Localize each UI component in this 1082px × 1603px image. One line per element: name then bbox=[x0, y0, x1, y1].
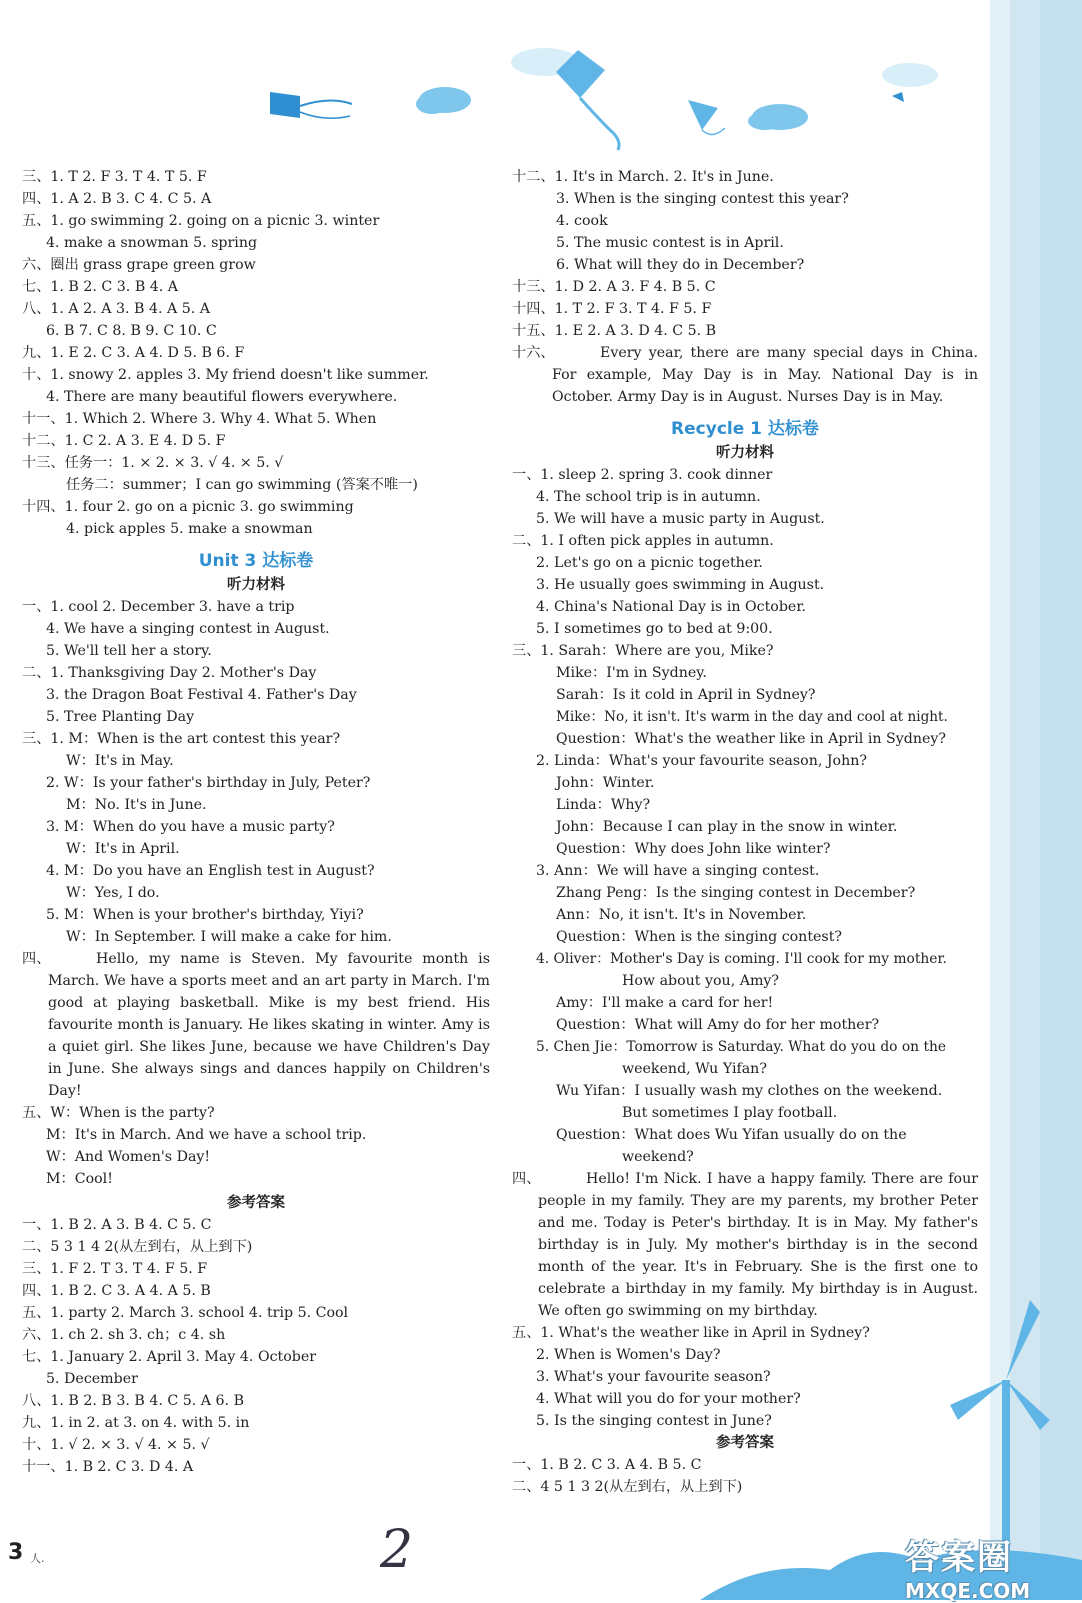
answer-line: 三、1. T 2. F 3. T 4. T 5. F bbox=[22, 169, 207, 185]
answer-line: 3. When is the singing contest this year? bbox=[556, 191, 849, 207]
answer-line: 七、1. January 2. April 3. May 4. October bbox=[22, 1349, 317, 1365]
listening-line: How about you, Amy? bbox=[622, 973, 780, 989]
answer-line: 十四、1. four 2. go on a picnic 3. go swimming bbox=[22, 499, 354, 515]
listening-material-heading: 听力材料 bbox=[716, 445, 774, 461]
right-column bbox=[512, 166, 978, 1498]
passage-paragraph bbox=[22, 948, 490, 1102]
listening-line: Question：What does Wu Yifan usually do on the bbox=[556, 1127, 907, 1143]
answer-line: 4. cook bbox=[556, 213, 608, 229]
answer-line: 4. pick apples 5. make a snowman bbox=[66, 521, 313, 537]
listening-line: 二、1. I often pick apples in autumn. bbox=[512, 533, 774, 549]
page-number: 3 bbox=[8, 1540, 24, 1565]
listening-line: 五、W：When is the party? bbox=[22, 1105, 215, 1121]
answer-line: 六、1. ch 2. sh 3. ch；c 4. sh bbox=[22, 1327, 226, 1343]
listening-line: W：In September. I will make a cake for him. bbox=[66, 929, 392, 945]
listening-line: 三、1. Sarah：Where are you, Mike? bbox=[512, 643, 774, 659]
answer-line: 4. There are many beautiful flowers everywhere. bbox=[46, 389, 398, 405]
listening-line: 5. M：When is your brother's birthday, Yiyi? bbox=[46, 907, 364, 923]
answer-line: 八、1. A 2. A 3. B 4. A 5. A bbox=[22, 301, 211, 317]
answer-line: 4. make a snowman 5. spring bbox=[46, 235, 258, 251]
answer-line: 十、1. snowy 2. apples 3. My friend doesn't like summer. bbox=[22, 367, 429, 383]
answer-line: 八、1. B 2. B 3. B 4. C 5. A 6. B bbox=[22, 1393, 245, 1409]
listening-line: 三、1. M：When is the art contest this year? bbox=[22, 731, 341, 747]
listening-line: W：Yes, I do. bbox=[66, 885, 160, 901]
answer-line: 十、1. √ 2. × 3. √ 4. × 5. √ bbox=[22, 1437, 210, 1453]
listening-line: Mike：I'm in Sydney. bbox=[556, 665, 707, 681]
answer-line: 三、1. F 2. T 3. T 4. F 5. F bbox=[22, 1261, 208, 1277]
answer-line: 十三、任务一：1. × 2. × 3. √ 4. × 5. √ bbox=[22, 455, 284, 471]
listening-line: W：It's in April. bbox=[66, 841, 180, 857]
answer-line: 五、1. party 2. March 3. school 4. trip 5. Cool bbox=[22, 1305, 349, 1321]
listening-line: Amy：I'll make a card for her! bbox=[556, 995, 774, 1011]
kite-icon bbox=[270, 92, 352, 118]
answer-line: 4. What will you do for your mother? bbox=[536, 1391, 801, 1407]
answer-line: 一、1. B 2. A 3. B 4. C 5. C bbox=[22, 1217, 212, 1233]
listening-line: John：Because I can play in the snow in winter. bbox=[556, 819, 898, 835]
listening-line: M：It's in March. And we have a school trip. bbox=[46, 1127, 367, 1143]
answer-line: 任务二：summer；I can go swimming (答案不唯一) bbox=[66, 477, 418, 493]
listening-line: weekend, Wu Yifan? bbox=[622, 1061, 767, 1077]
answers-heading: 参考答案 bbox=[227, 1195, 285, 1211]
answer-line: 二、5 3 1 4 2(从左到右，从上到下) bbox=[22, 1239, 253, 1255]
listening-line: 2. W：Is your father's birthday in July, Peter? bbox=[46, 775, 371, 791]
passage-text: Hello! I'm Nick. I have a happy family. There are four people in my family. They are my parents, my brother Peter and me. Today is Peter's birthday. It is in May. My father's birthday is in July. My mother's birthday is in the second month of the year. It's in February. She is the first one to celebrate a birthday in my family. My birthday is in August. We often go swimming on my birthday. bbox=[538, 1171, 978, 1319]
answer-line: 四、1. B 2. C 3. A 4. A 5. B bbox=[22, 1283, 211, 1299]
answer-line: 九、1. in 2. at 3. on 4. with 5. in bbox=[22, 1415, 250, 1431]
listening-line: 4. We have a singing contest in August. bbox=[46, 621, 330, 637]
listening-line: Mike：No, it isn't. It's warm in the day and cool at night. bbox=[556, 709, 948, 725]
listening-line: 3. He usually goes swimming in August. bbox=[536, 577, 825, 593]
listening-line: 一、1. cool 2. December 3. have a trip bbox=[22, 599, 295, 615]
listening-line: John：Winter. bbox=[556, 775, 655, 791]
listening-line: Zhang Peng：Is the singing contest in December? bbox=[556, 885, 916, 901]
listening-line: 5. We will have a music party in August. bbox=[536, 511, 825, 527]
listening-line: Linda：Why? bbox=[556, 797, 651, 813]
answer-line: 5. The music contest is in April. bbox=[556, 235, 784, 251]
answer-line: 十三、1. D 2. A 3. F 4. B 5. C bbox=[512, 279, 716, 295]
section-title-unit3: Unit 3 达标卷 bbox=[198, 551, 314, 571]
passage-text: Hello, my name is Steven. My favourite month is March. We have a sports meet and an art party in March. I'm good at playing basketball. Mike is my best friend. His favourite month is January. He likes skating in winter. Amy is a quiet girl. She likes June, because we have Children's Day in June. She always sings and dances happily on Children's Day! bbox=[48, 951, 490, 1099]
answer-line: 十二、1. C 2. A 3. E 4. D 5. F bbox=[22, 433, 226, 449]
question-number: 四、 bbox=[22, 951, 51, 967]
listening-line: Ann：No, it isn't. It's in November. bbox=[556, 907, 807, 923]
answer-line: 2. When is Women's Day? bbox=[536, 1347, 721, 1363]
answer-line: 六、圈出 grass grape green grow bbox=[22, 257, 256, 273]
listening-line: 4. The school trip is in autumn. bbox=[536, 489, 761, 505]
listening-line: 3. M：When do you have a music party? bbox=[46, 819, 335, 835]
watermark-logo: 答案圈 bbox=[905, 1538, 1013, 1578]
question-number: 十六、 bbox=[512, 345, 555, 361]
answer-line: 二、4 5 1 3 2(从左到右，从上到下) bbox=[512, 1479, 743, 1495]
handwritten-mark: 2 bbox=[380, 1520, 414, 1580]
listening-line: M：No. It's in June. bbox=[66, 797, 207, 813]
listening-material-heading: 听力材料 bbox=[227, 577, 285, 593]
listening-line: Wu Yifan：I usually wash my clothes on the weekend. bbox=[556, 1083, 943, 1099]
listening-line: But sometimes I play football. bbox=[622, 1105, 838, 1121]
kite-icon bbox=[892, 92, 904, 102]
answer-line: 十二、1. It's in March. 2. It's in June. bbox=[512, 169, 774, 185]
listening-line: 4. M：Do you have an English test in August? bbox=[46, 863, 375, 879]
right-border-decoration bbox=[990, 0, 1082, 1600]
listening-line: 5. Tree Planting Day bbox=[46, 709, 195, 725]
listening-line: 5. Chen Jie：Tomorrow is Saturday. What do you do on the bbox=[536, 1039, 947, 1055]
answer-line: 五、1. What's the weather like in April in Sydney? bbox=[512, 1325, 870, 1341]
left-column bbox=[22, 166, 490, 1478]
page-mark: 人. bbox=[30, 1552, 45, 1565]
listening-line: Sarah：Is it cold in April in Sydney? bbox=[556, 687, 816, 703]
listening-line: Question：What will Amy do for her mother? bbox=[556, 1017, 880, 1033]
answer-line: 5. December bbox=[46, 1371, 138, 1387]
listening-line: Question：When is the singing contest? bbox=[556, 929, 843, 945]
cloud-icon bbox=[416, 87, 808, 130]
answer-line: 十四、1. T 2. F 3. T 4. F 5. F bbox=[512, 301, 712, 317]
answer-line: 九、1. E 2. C 3. A 4. D 5. B 6. F bbox=[22, 345, 245, 361]
section-title-recycle1: Recycle 1 达标卷 bbox=[671, 419, 819, 439]
answer-line: 6. What will they do in December? bbox=[556, 257, 805, 273]
passage-paragraph bbox=[512, 342, 978, 408]
answer-line: 6. B 7. C 8. B 9. C 10. C bbox=[46, 323, 217, 339]
answer-line: 3. What's your favourite season? bbox=[536, 1369, 771, 1385]
listening-line: Question：Why does John like winter? bbox=[556, 841, 831, 857]
listening-line: 一、1. sleep 2. spring 3. cook dinner bbox=[512, 467, 773, 483]
answer-line: 十一、1. Which 2. Where 3. Why 4. What 5. When bbox=[22, 411, 377, 427]
listening-line: Question：What's the weather like in April in Sydney? bbox=[556, 731, 947, 747]
listening-line: 3. Ann：We will have a singing contest. bbox=[536, 863, 820, 879]
listening-line: weekend? bbox=[622, 1149, 694, 1165]
kite-icon bbox=[556, 50, 619, 150]
listening-line: 5. We'll tell her a story. bbox=[46, 643, 212, 659]
kite-icon bbox=[688, 100, 725, 135]
question-number: 四、 bbox=[512, 1171, 541, 1187]
listening-line: 二、1. Thanksgiving Day 2. Mother's Day bbox=[22, 665, 317, 681]
answers-heading: 参考答案 bbox=[716, 1435, 774, 1451]
passage-text: Every year, there are many special days in China. For example, May Day is in May. National Day is in October. Army Day is in August. Nurses Day is in May. bbox=[552, 345, 978, 405]
watermark bbox=[905, 1530, 1030, 1603]
listening-line: 4. Oliver：Mother's Day is coming. I'll cook for my mother. bbox=[536, 951, 947, 967]
answer-line: 四、1. A 2. B 3. C 4. C 5. A bbox=[22, 191, 212, 207]
answer-line: 5. Is the singing contest in June? bbox=[536, 1413, 772, 1429]
listening-line: W：It's in May. bbox=[66, 753, 174, 769]
listening-line: 2. Linda：What's your favourite season, John? bbox=[536, 753, 867, 769]
answer-line: 五、1. go swimming 2. going on a picnic 3. winter bbox=[22, 213, 380, 229]
listening-line: 4. China's National Day is in October. bbox=[536, 599, 807, 615]
answer-line: 七、1. B 2. C 3. B 4. A bbox=[22, 279, 179, 295]
listening-line: 5. I sometimes go to bed at 9:00. bbox=[536, 621, 773, 637]
answer-line: 十五、1. E 2. A 3. D 4. C 5. B bbox=[512, 323, 717, 339]
listening-line: M：Cool! bbox=[46, 1171, 113, 1187]
answer-line: 十一、1. B 2. C 3. D 4. A bbox=[22, 1459, 194, 1475]
passage-paragraph bbox=[512, 1168, 978, 1322]
answer-line: 一、1. B 2. C 3. A 4. B 5. C bbox=[512, 1457, 702, 1473]
watermark-url: MXQE.COM bbox=[905, 1579, 1031, 1603]
listening-line: 3. the Dragon Boat Festival 4. Father's Day bbox=[46, 687, 357, 703]
listening-line: 2. Let's go on a picnic together. bbox=[536, 555, 763, 571]
listening-line: W：And Women's Day! bbox=[46, 1149, 211, 1165]
